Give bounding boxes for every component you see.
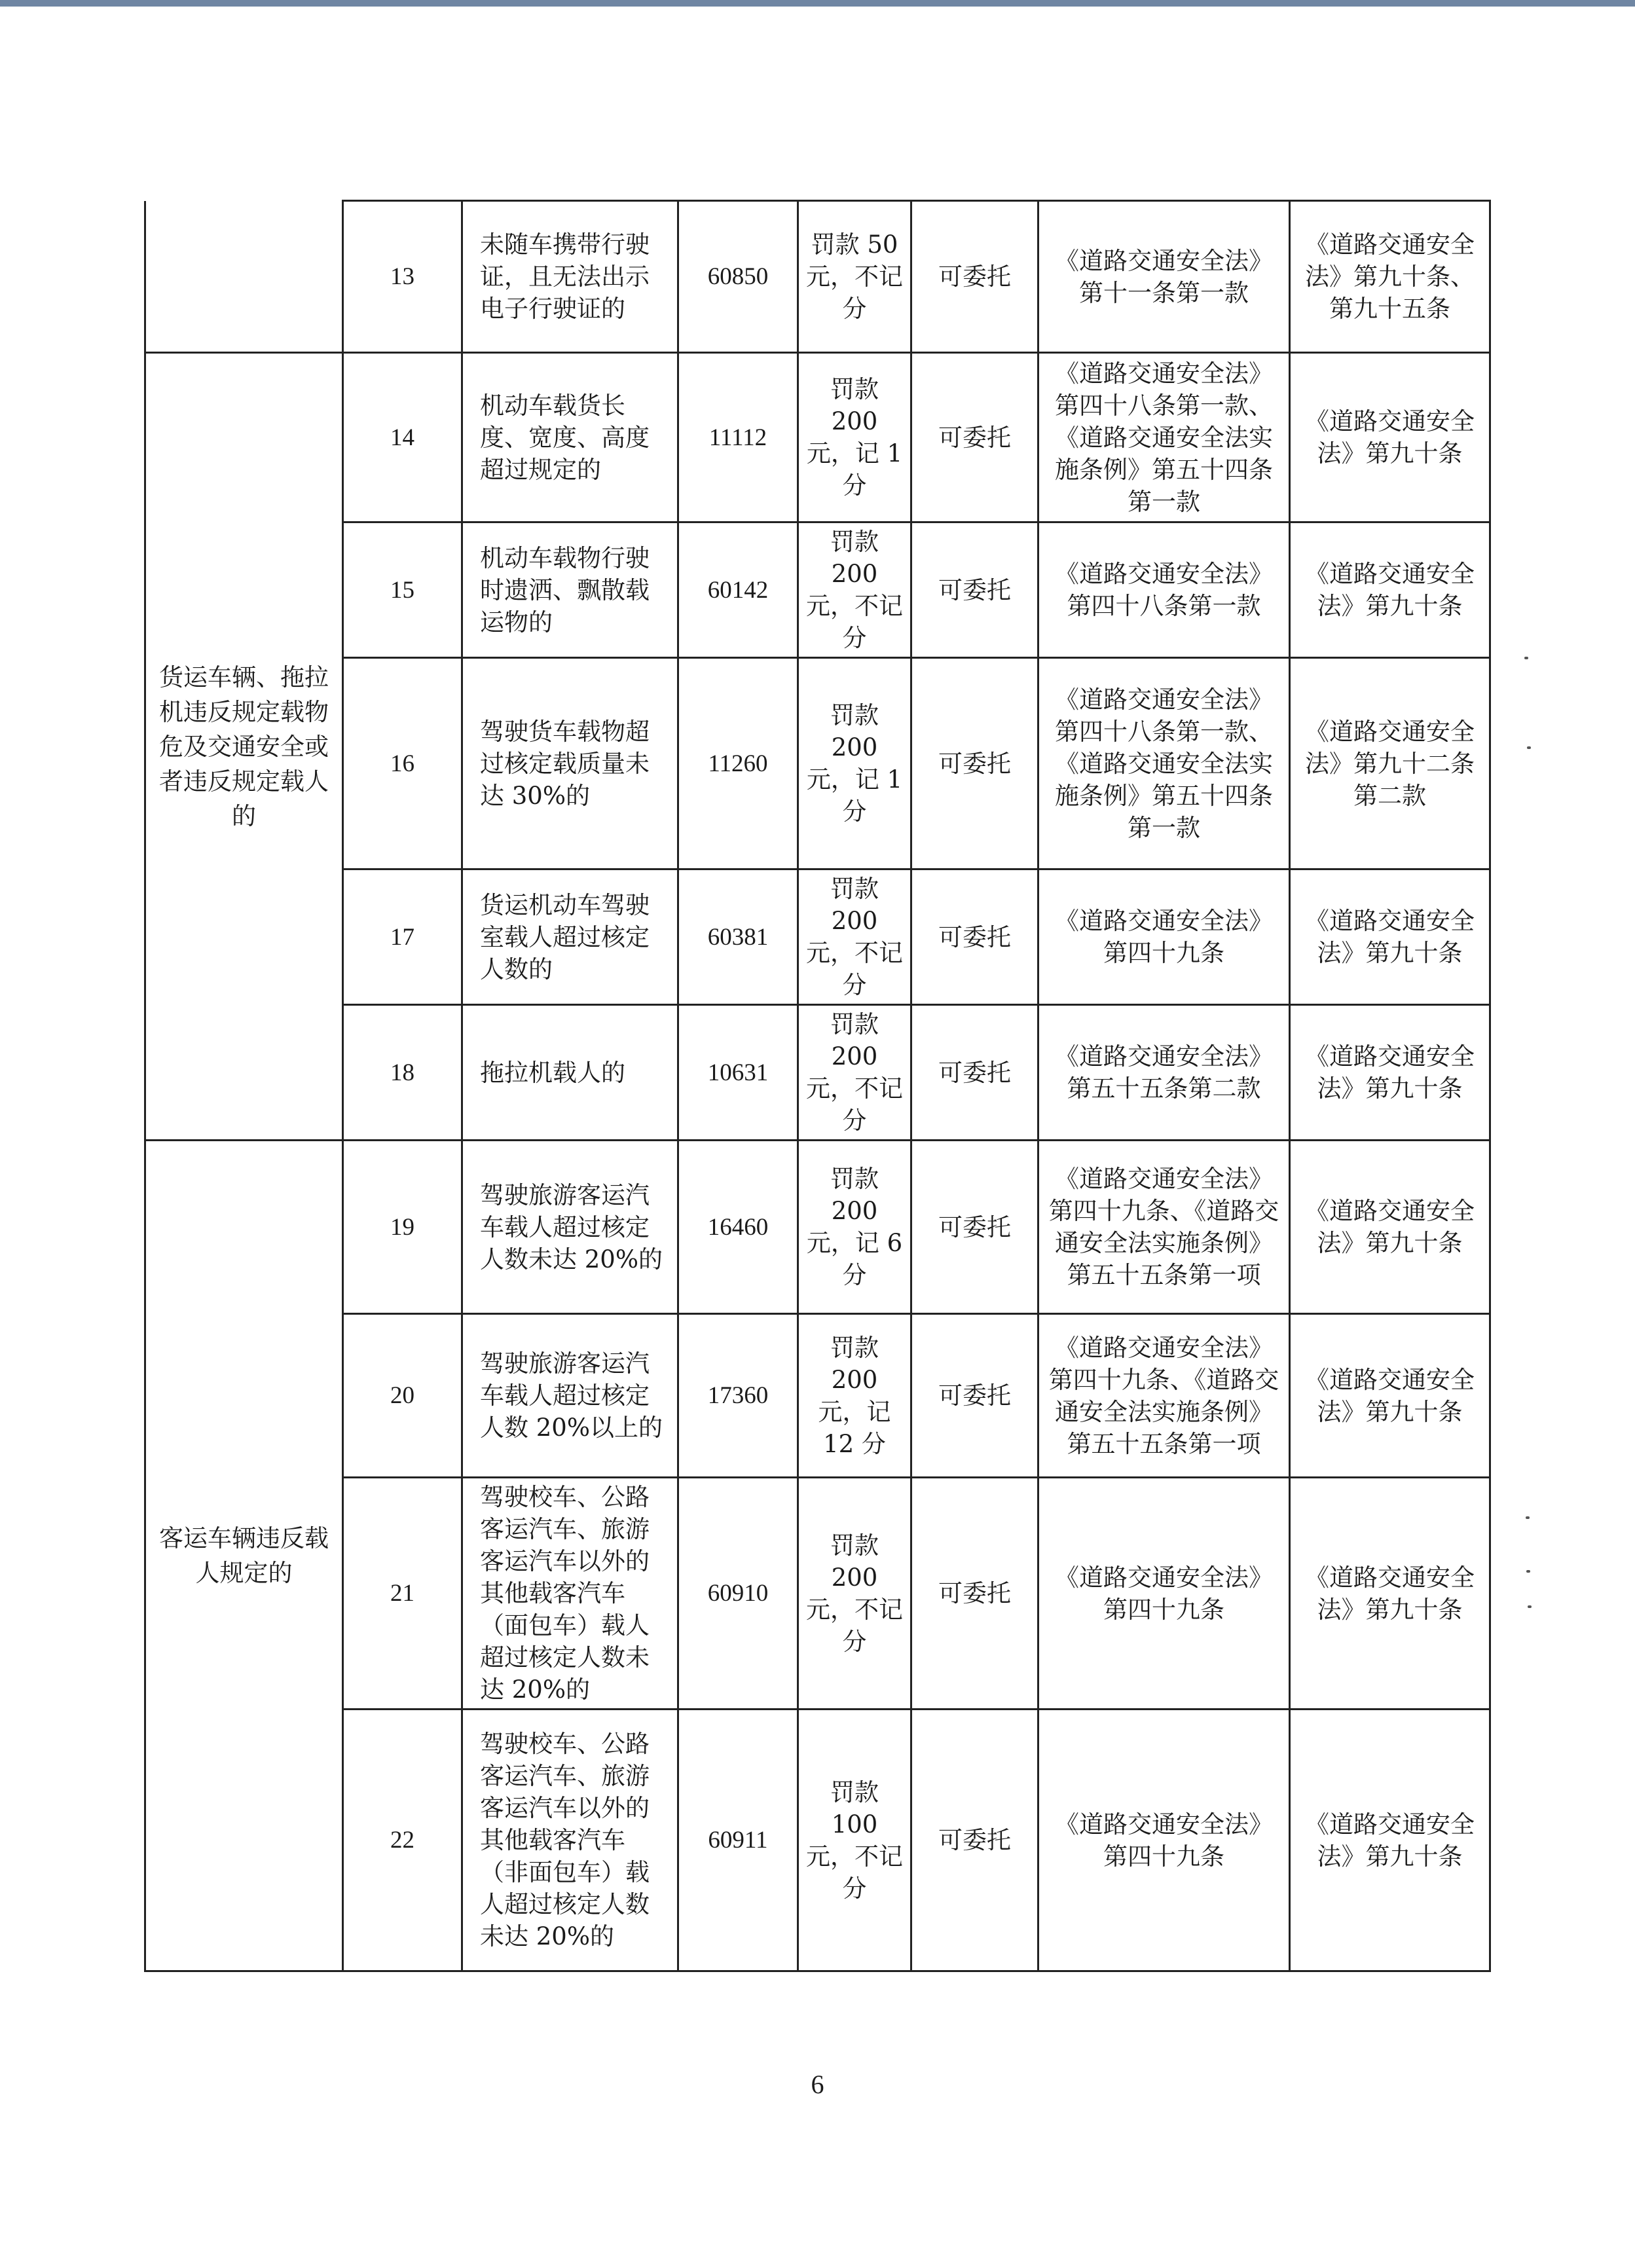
penalty: 罚款 100 元，不记分 (798, 1710, 911, 1971)
delegation: 可委托 (911, 1478, 1038, 1710)
violation-description: 机动车载物行驶时遗洒、飘散载运物的 (462, 522, 678, 658)
penalty-basis: 《道路交通安全法》第九十条 (1290, 1314, 1490, 1478)
page-number: 6 (811, 2070, 824, 2099)
violation-description: 拖拉机载人的 (462, 1005, 678, 1141)
table-row (145, 201, 1490, 353)
penalty-basis: 《道路交通安全法》第九十条 (1290, 1005, 1490, 1141)
table-row (145, 869, 1490, 1005)
scan-speck (1526, 1516, 1530, 1519)
delegation: 可委托 (911, 1710, 1038, 1971)
violation-code: 60910 (678, 1478, 798, 1710)
row-number: 14 (343, 353, 462, 522)
row-number: 16 (343, 658, 462, 869)
legal-basis: 《道路交通安全法》第四十九条 (1038, 1710, 1290, 1971)
penalty: 罚款 200 元，记 1 分 (798, 658, 911, 869)
violation-code: 60381 (678, 869, 798, 1005)
table-row (145, 353, 1490, 522)
category-passenger: 客运车辆违反载人规定的 (145, 1141, 343, 1971)
violation-description: 未随车携带行驶证，且无法出示电子行驶证的 (462, 201, 678, 353)
delegation: 可委托 (911, 1141, 1038, 1314)
row-number: 15 (343, 522, 462, 658)
penalty-basis: 《道路交通安全法》第九十条 (1290, 353, 1490, 522)
scan-edge (0, 0, 1635, 7)
delegation: 可委托 (911, 869, 1038, 1005)
legal-basis: 《道路交通安全法》第四十九条、《道路交通安全法实施条例》第五十五条第一项 (1038, 1314, 1290, 1478)
violation-code: 11112 (678, 353, 798, 522)
legal-basis: 《道路交通安全法》第四十八条第一款、《道路交通安全法实施条例》第五十四条第一款 (1038, 353, 1290, 522)
row-number: 19 (343, 1141, 462, 1314)
table-row (145, 1005, 1490, 1141)
scan-speck (1526, 1570, 1530, 1573)
penalty-basis: 《道路交通安全法》第九十二条第二款 (1290, 658, 1490, 869)
penalty-basis: 《道路交通安全法》第九十条 (1290, 1710, 1490, 1971)
violation-code: 60850 (678, 201, 798, 353)
violation-description: 驾驶校车、公路客运汽车、旅游客运汽车以外的其他载客汽车（面包车）载人超过核定人数未达 20%的 (462, 1478, 678, 1710)
row-number: 21 (343, 1478, 462, 1710)
table-row (145, 1314, 1490, 1478)
penalty-basis: 《道路交通安全法》第九十条 (1290, 1141, 1490, 1314)
category-cargo: 货运车辆、拖拉机违反规定载物危及交通安全或者违反规定载人的 (145, 353, 343, 1141)
violation-code: 17360 (678, 1314, 798, 1478)
violation-description: 驾驶旅游客运汽车载人超过核定人数未达 20%的 (462, 1141, 678, 1314)
table-row (145, 522, 1490, 658)
row-number: 22 (343, 1710, 462, 1971)
violation-code: 16460 (678, 1141, 798, 1314)
penalty: 罚款 200 元，不记分 (798, 1478, 911, 1710)
violation-description: 驾驶校车、公路客运汽车、旅游客运汽车以外的其他载客汽车（非面包车）载人超过核定人数未达 20%的 (462, 1710, 678, 1971)
row-number: 20 (343, 1314, 462, 1478)
delegation: 可委托 (911, 201, 1038, 353)
penalty: 罚款 50 元，不记分 (798, 201, 911, 353)
category-cell-empty (145, 201, 343, 353)
table-row (145, 1141, 1490, 1314)
delegation: 可委托 (911, 353, 1038, 522)
penalty: 罚款 200 元，记 12 分 (798, 1314, 911, 1478)
violation-description: 货运机动车驾驶室载人超过核定人数的 (462, 869, 678, 1005)
penalty-basis: 《道路交通安全法》第九十条 (1290, 869, 1490, 1005)
penalty-basis: 《道路交通安全法》第九十条 (1290, 1478, 1490, 1710)
violation-code: 10631 (678, 1005, 798, 1141)
violation-description: 驾驶货车载物超过核定载质量未达 30%的 (462, 658, 678, 869)
scan-speck (1528, 1605, 1532, 1608)
penalty: 罚款 200 元，不记分 (798, 869, 911, 1005)
violation-table (144, 200, 1491, 1972)
table-row (145, 1478, 1490, 1710)
delegation: 可委托 (911, 1005, 1038, 1141)
delegation: 可委托 (911, 522, 1038, 658)
legal-basis: 《道路交通安全法》第十一条第一款 (1038, 201, 1290, 353)
penalty: 罚款 200 元，不记分 (798, 522, 911, 658)
violation-code: 11260 (678, 658, 798, 869)
violation-description: 机动车载货长度、宽度、高度超过规定的 (462, 353, 678, 522)
penalty-basis: 《道路交通安全法》第九十条 (1290, 522, 1490, 658)
table-row (145, 658, 1490, 869)
legal-basis: 《道路交通安全法》第四十九条 (1038, 1478, 1290, 1710)
table-row (145, 1710, 1490, 1971)
legal-basis: 《道路交通安全法》第四十九条 (1038, 869, 1290, 1005)
legal-basis: 《道路交通安全法》第四十九条、《道路交通安全法实施条例》第五十五条第一项 (1038, 1141, 1290, 1314)
legal-basis: 《道路交通安全法》第五十五条第二款 (1038, 1005, 1290, 1141)
penalty: 罚款 200 元，记 6 分 (798, 1141, 911, 1314)
penalty: 罚款 200 元，不记分 (798, 1005, 911, 1141)
scan-speck (1527, 746, 1531, 749)
penalty-basis: 《道路交通安全法》第九十条、第九十五条 (1290, 201, 1490, 353)
delegation: 可委托 (911, 658, 1038, 869)
violation-code: 60142 (678, 522, 798, 658)
legal-basis: 《道路交通安全法》第四十八条第一款 (1038, 522, 1290, 658)
delegation: 可委托 (911, 1314, 1038, 1478)
row-number: 17 (343, 869, 462, 1005)
row-number: 13 (343, 201, 462, 353)
row-number: 18 (343, 1005, 462, 1141)
violation-code: 60911 (678, 1710, 798, 1971)
scan-speck (1524, 657, 1528, 659)
violation-description: 驾驶旅游客运汽车载人超过核定人数 20%以上的 (462, 1314, 678, 1478)
legal-basis: 《道路交通安全法》第四十八条第一款、《道路交通安全法实施条例》第五十四条第一款 (1038, 658, 1290, 869)
penalty: 罚款 200 元，记 1 分 (798, 353, 911, 522)
